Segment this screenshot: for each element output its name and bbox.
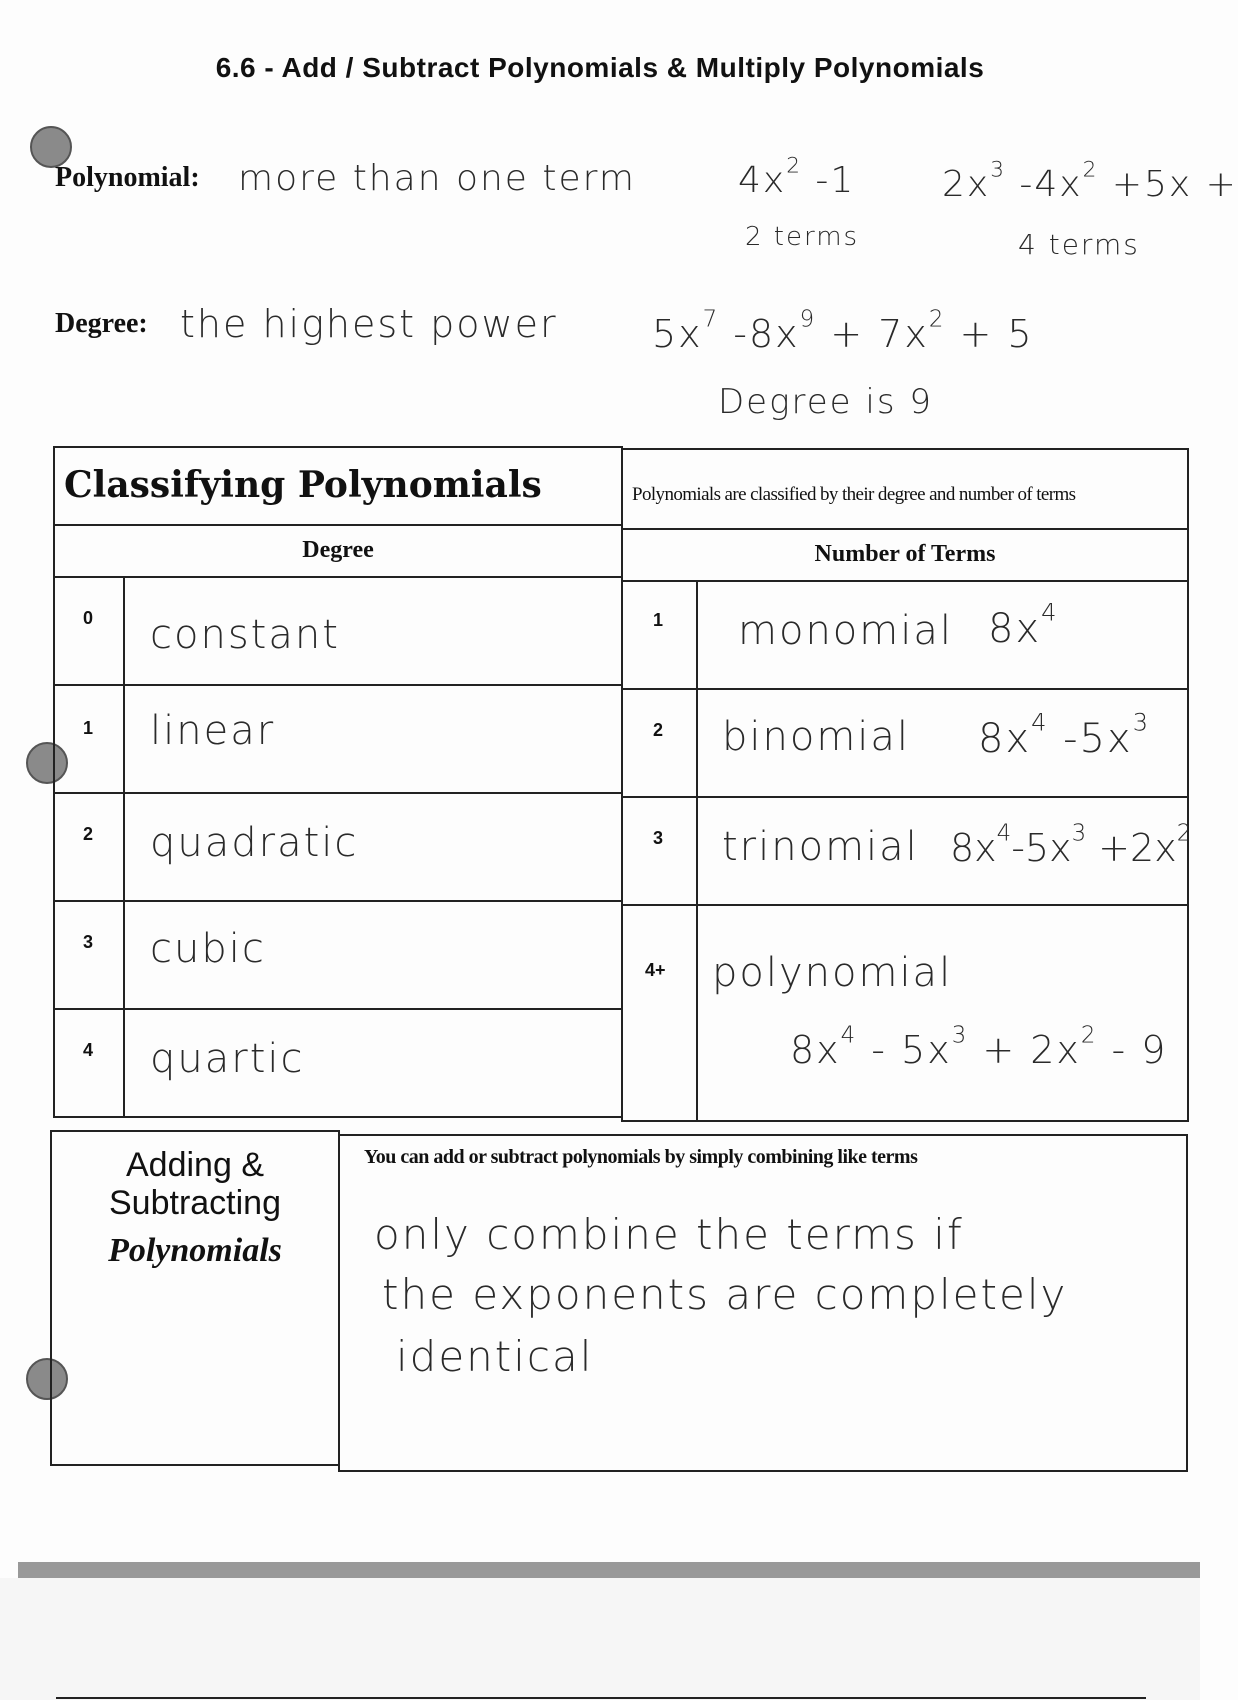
adding-title-line2: Subtracting (109, 1184, 281, 1222)
adding-note-line1: only combine the terms if (374, 1210, 964, 1259)
degree-example: $5x^7$ $-8x^9 + 7x^2 + 5$ (652, 306, 1034, 356)
degree-label: Degree: (55, 308, 148, 339)
terms-name: monomial (738, 608, 953, 654)
trinomial-example: $8x^4-5x^3 +2x^2$ (950, 820, 1192, 870)
terms-name: trinomial (722, 824, 919, 870)
terms-name: polynomial (712, 950, 953, 996)
terms-number: 2 (653, 720, 664, 740)
terms-number: 3 (653, 828, 664, 848)
next-page (0, 1578, 1200, 1700)
degree-header: Degree (302, 537, 374, 563)
degree-num-cell (53, 1008, 125, 1118)
polynomial-example-1: $4x^2$ -1 (738, 153, 856, 201)
page-divider (18, 1562, 1200, 1578)
degree-number: 0 (83, 608, 94, 628)
polynomial-definition: more than one term (238, 158, 636, 199)
monomial-example: $8x^4$ (988, 598, 1059, 652)
example-2-note: 4 terms (1018, 228, 1140, 261)
degree-definition: the highest power (180, 302, 558, 346)
classify-subtitle: Polynomials are classified by their degree and number of terms (632, 484, 1076, 505)
terms-number: 4+ (645, 960, 666, 980)
degree-number: 4 (83, 1040, 94, 1060)
terms-num-cell (621, 688, 698, 798)
degree-name: linear (150, 708, 276, 754)
terms-num-cell (621, 796, 698, 906)
binomial-example: $8x^4$ $-5x^3$ (978, 708, 1150, 762)
terms-num-cell (621, 580, 698, 690)
adding-rule: You can add or subtract polynomials by simply combining like terms (364, 1146, 918, 1168)
terms-num-cell (621, 904, 698, 1122)
polynomial-label: Polynomial: (55, 162, 200, 193)
degree-number: 2 (83, 824, 94, 844)
degree-num-cell (53, 576, 125, 686)
adding-title-line1: Adding & (126, 1146, 264, 1184)
example-1-note: 2 terms (745, 222, 860, 252)
adding-title-line3: Polynomials (108, 1232, 282, 1269)
adding-note-line2: the exponents are completely (382, 1270, 1068, 1319)
degree-number: 1 (83, 718, 94, 738)
terms-name-cell (696, 904, 1189, 1122)
adding-note-line3: identical (396, 1332, 594, 1381)
degree-num-cell (53, 684, 125, 794)
degree-name: constant (150, 612, 340, 658)
bottom-rule (56, 1697, 1146, 1699)
degree-note: Degree is 9 (718, 382, 933, 422)
classify-title: Classifying Polynomials (64, 464, 542, 506)
degree-num-cell (53, 792, 125, 902)
degree-name: quartic (150, 1036, 305, 1082)
polynomial-example-2: $2x^3$ $-4x^2 +5x$ + (942, 157, 1238, 205)
degree-name: quadratic (150, 820, 359, 866)
terms-number: 1 (653, 610, 664, 630)
degree-num-cell (53, 900, 125, 1010)
degree-number: 3 (83, 932, 94, 952)
polynomial-example: $8x^4 - 5x^3 + 2x^2 - 9$ (790, 1022, 1168, 1072)
terms-name: binomial (722, 714, 911, 760)
page-title: 6.6 - Add / Subtract Polynomials & Multiply Polynomials (215, 52, 985, 83)
terms-header: Number of Terms (814, 541, 996, 567)
degree-name: cubic (150, 926, 266, 972)
